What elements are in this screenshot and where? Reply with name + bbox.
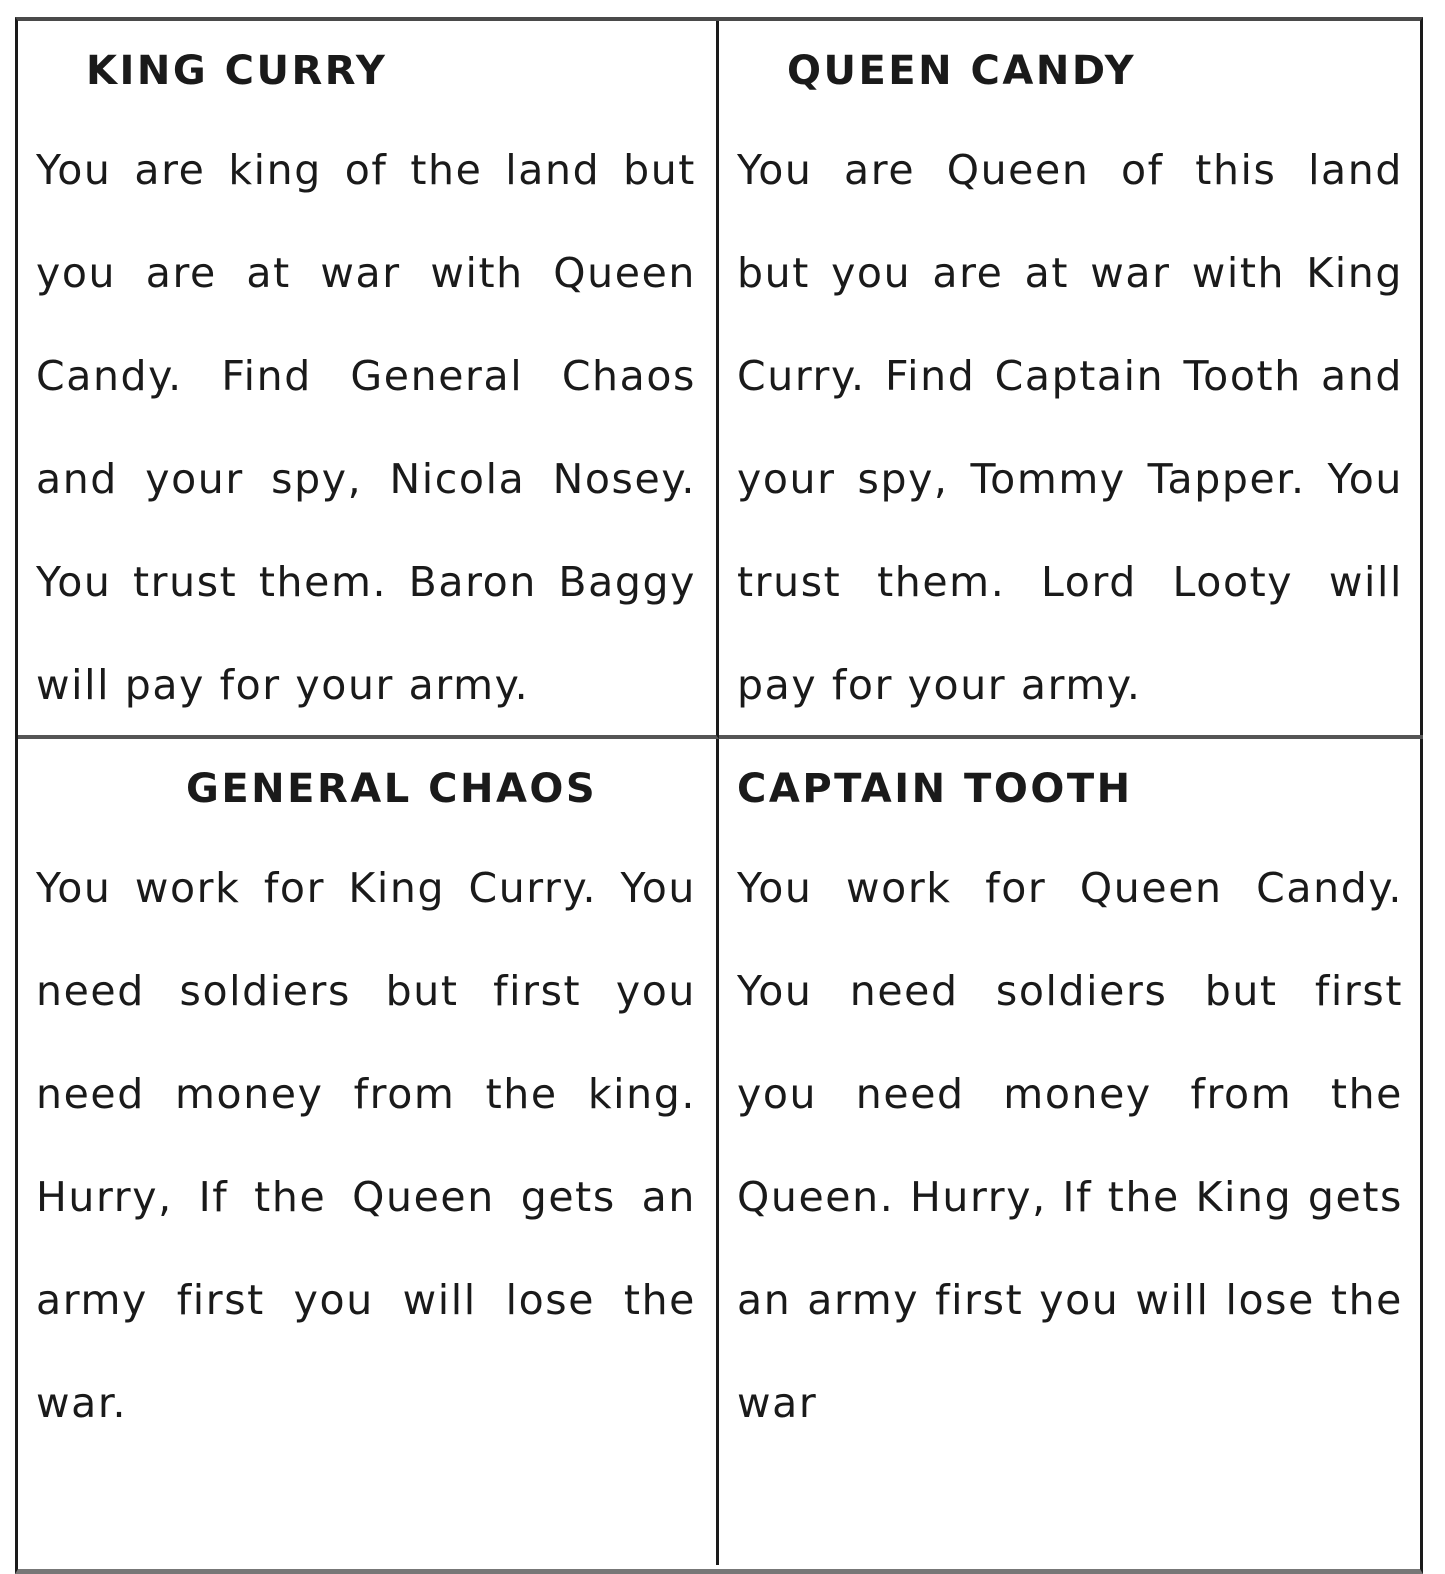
role-card-king-curry: [18, 21, 719, 739]
role-card-general-chaos: [18, 739, 719, 1565]
role-card-description: You work for Queen Candy. You need soldiers but first you need money from the Queen. Hurry, If the King gets an army first you will lose the war: [737, 864, 1403, 1427]
role-card-title: CAPTAIN TOOTH: [737, 766, 1133, 812]
role-card-description: You are king of the land but you are at war with Queen Candy. Find General Chaos and your spy, Nicola Nosey. You trust them. Baron Baggy will pay for your army.: [36, 146, 696, 709]
role-card-title: GENERAL CHAOS: [186, 766, 598, 812]
role-cards-table: [15, 17, 1423, 1574]
role-card-description: You are Queen of this land but you are at war with King Curry. Find Captain Tooth and your spy, Tommy Tapper. You trust them. Lord Looty will pay for your army.: [737, 146, 1403, 709]
role-card-title: QUEEN CANDY: [787, 48, 1137, 94]
role-card-captain-tooth: [719, 739, 1423, 1565]
role-card-description: You work for King Curry. You need soldiers but first you need money from the king. Hurry, If the Queen gets an army first you will lose the war.: [36, 864, 696, 1427]
role-card-title: KING CURRY: [86, 48, 388, 94]
role-card-queen-candy: [719, 21, 1423, 739]
role-cards-sheet: [15, 17, 1420, 1574]
